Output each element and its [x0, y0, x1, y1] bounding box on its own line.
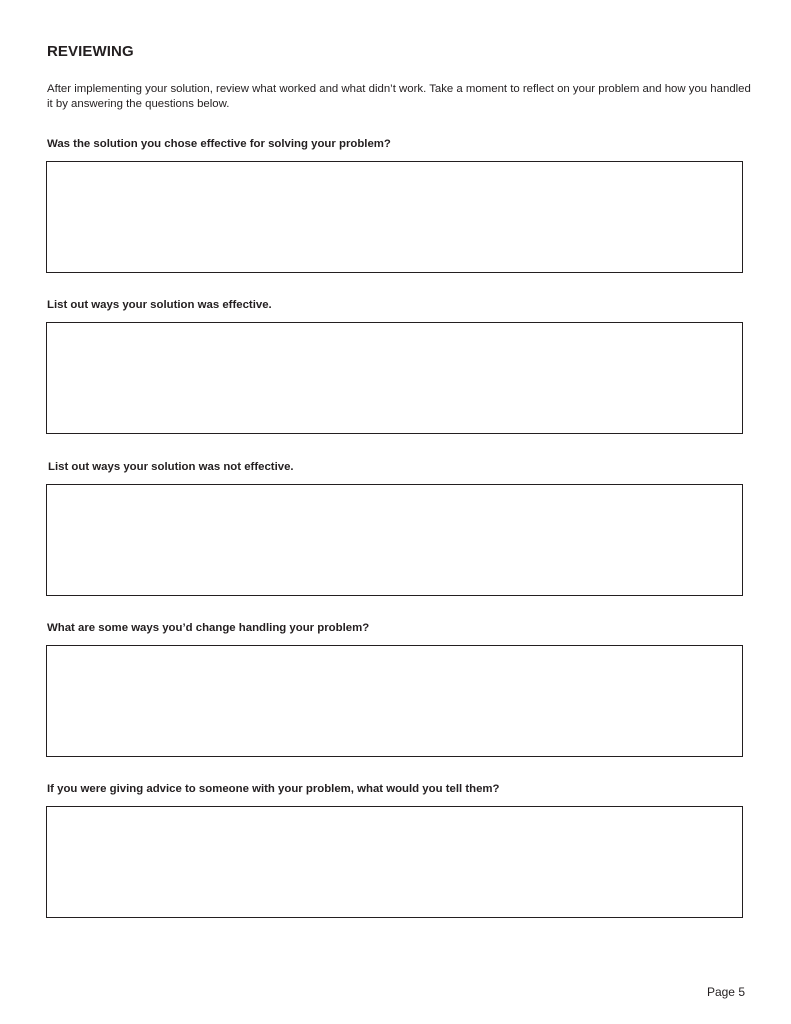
section-title: REVIEWING	[47, 43, 134, 60]
page-number: Page 5	[706, 985, 745, 999]
question-5-answer-box[interactable]	[46, 806, 743, 918]
question-4-label: What are some ways you’d change handling your problem?	[47, 622, 370, 634]
question-1-answer-box[interactable]	[46, 161, 743, 273]
question-3-answer-box[interactable]	[46, 484, 743, 596]
intro-paragraph: After implementing your solution, review what worked and what didn’t work. Take a moment to reflect on your problem and how you handled it by answering the questions below.	[47, 83, 751, 110]
question-2-answer-box[interactable]	[46, 322, 743, 434]
question-1-label: Was the solution you chose effective for solving your problem?	[47, 138, 391, 150]
question-2-label: List out ways your solution was effective.	[47, 299, 272, 311]
question-5-label: If you were giving advice to someone with your problem, what would you tell them?	[47, 783, 500, 795]
question-4-answer-box[interactable]	[46, 645, 743, 757]
question-3-label: List out ways your solution was not effective.	[48, 461, 294, 473]
